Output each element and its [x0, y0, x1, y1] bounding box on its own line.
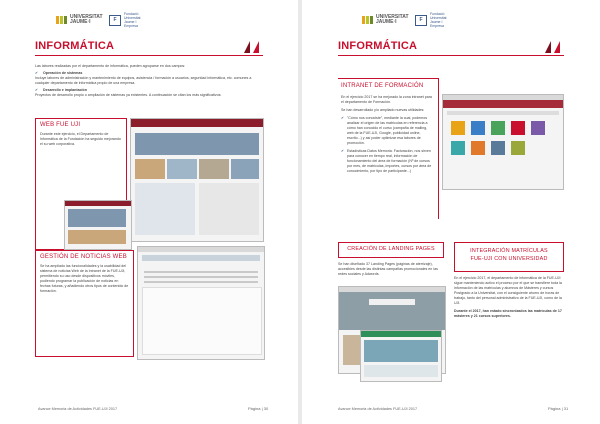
decor-triangle-icon [244, 41, 250, 53]
uji-logo-icon [56, 16, 67, 24]
right-page [302, 0, 600, 424]
foundation-name: Fundació Universitat Jaume I Empresa [430, 12, 447, 28]
list-item: ✔ Operación de sistemas Incluye labores de administración y mantenimiento de equipos, asistencia / formación a usuarios, seguridad informática, etc. comunes a cualquier departamento de informática propio de una empresa. [35, 71, 252, 85]
decor-triangle-icon [545, 41, 551, 53]
intranet-box [338, 78, 439, 219]
news-editor-screenshot [137, 246, 265, 360]
footer-text: Avance Memoria de Actividades FUE-UJI 2017 [38, 407, 118, 411]
foundation-name: Fundació Universitat Jaume I Empresa [124, 12, 141, 28]
header-logo [362, 12, 456, 28]
check-icon: ✔ [341, 116, 345, 120]
matriculas-title: INTEGRACIÓN MATRÍCULAS FUE-UJI CON UNIVERSIDAD [470, 248, 548, 262]
page-title: INFORMÁTICA [35, 40, 115, 52]
news-box [35, 250, 134, 357]
university-name: UNIVERSITAT JAUME·I [376, 13, 409, 25]
title-rule [35, 55, 263, 56]
intro-text: Las labores realizadas por el departamento de informática, pueden agruparse en dos campos: ✔ Operación de sistemas Incluye labores de administración y mantenimiento de equipos, asistencia / formación a usuarios, seguridad informática, etc. comunes a cualquier departamento de informática propio de una empresa. ✔ Desarrollo e implantación Proyectos de desarrollo propio o ampliación de sistemas ya existentes. A continuación se citan los más significativos: [35, 64, 265, 100]
page-number: Página | 30 [248, 406, 269, 411]
landing-screenshot-2 [360, 330, 442, 382]
landing-title-box [338, 242, 444, 258]
web-box-title: WEB FUE UJI [40, 122, 81, 128]
page-number: Página | 31 [548, 406, 569, 411]
matriculas-text: En el ejercicio 2017, el departamento de informática de la FUE-UJI sigue manteniendo activo el proceso por el que se transfiere toda la información de las matrículas y alumnos de Másteres y cursos Postgrado a la Universitat, con el consiguiente ahorro de horas de trabajo, tanto del personal administrativo de la FUE-UJI, como de la UJI. Durante el 2017, han estado sincronizados las matrículas de 17 másteres y 21 cursos superiores. [454, 276, 562, 318]
header-logo [56, 12, 150, 28]
intranet-text: En el ejercicio 2017 se ha mejorado la zona intranet para el departamento de Formación. Se han desarrollado y/o ampliado nuevas utilidades: ✔ "Cómo nos conociste", mediante la cual, podemos analizar el origen de las matrículas en referencia a cómo han conocido el curso (campaña de mailing, web de la FUE-UJI, Google, publicidad online, escrito...) y así poder optimizar esa labores de promoción. ✔ Estadísticas Datos Memoria. Facturación, nos sirven para conocer en tiempo real, información de funcionamiento del área de formación (Nº de cursos por mes, de matrículas, importes, cursos por área de conocimiento, por tipo de participante...) [341, 95, 434, 174]
page-title: INFORMÁTICA [338, 40, 418, 52]
list-item: ✔ "Cómo nos conociste", mediante la cual, podemos analizar el origen de las matrículas en referencia a cómo han conocido el curso (campaña de mailing, web de la FUE-UJI, Google, publicidad online, escrito...) y así poder optimizar esa labores de promoción. [341, 116, 428, 145]
news-box-title: GESTIÓN DE NOTICIAS WEB [40, 254, 127, 260]
list-item: ✔ Estadísticas Datos Memoria. Facturación, nos sirven para conocer en tiempo real, información de funcionamiento del área de formación (Nº de cursos por mes, de matrículas, importes, cursos por área de conocimiento, por tipo de participante...) [341, 149, 432, 173]
footer-text: Avance Memoria de Actividades FUE-UJI 2017 [338, 407, 418, 411]
intranet-title: INTRANET DE FORMACIÓN [341, 83, 424, 89]
left-page [0, 0, 298, 424]
landing-text: Se han diseñado 37 Landing Pages (páginas de aterrizaje), accesibles desde las distintas campañas promocionales en las redes sociales y Adwords. [338, 262, 438, 276]
landing-title: CREACIÓN DE LANDING PAGES [347, 246, 435, 252]
decor-triangle-icon [554, 41, 560, 53]
check-icon: ✔ [35, 88, 39, 92]
check-icon: ✔ [35, 71, 39, 75]
check-icon: ✔ [341, 149, 345, 153]
uji-logo-icon [362, 16, 373, 24]
list-item: ✔ Desarrollo e implantación Proyectos de desarrollo propio o ampliación de sistemas ya existentes. A continuación se citan los más significativos: [35, 88, 222, 97]
web-box-text: Durante este ejercicio, el Departamento de Informática de la Fundación ha seguido mejorando el su web corporativa. [40, 132, 121, 146]
foundation-logo-icon: F [109, 15, 121, 26]
web-screenshot [130, 118, 264, 242]
foundation-logo-icon: F [415, 15, 427, 26]
matriculas-title-box [454, 242, 564, 272]
title-rule [338, 55, 564, 56]
intranet-screenshot [442, 94, 564, 190]
decor-triangle-icon [253, 41, 259, 53]
news-box-text: Se ha ampliado las funcionalidades y la usabilidad del sistema de noticias Web de la Intranet de la FUE-UJI, permitiendo su uso desde dispositivos móviles, pudiendo programar la publicación de noticias en fechas futuras, y añadiendo otros tipos de contenido de formación. [40, 264, 129, 293]
university-name: UNIVERSITAT JAUME·I [70, 13, 103, 25]
mobile-screenshot [64, 200, 132, 250]
